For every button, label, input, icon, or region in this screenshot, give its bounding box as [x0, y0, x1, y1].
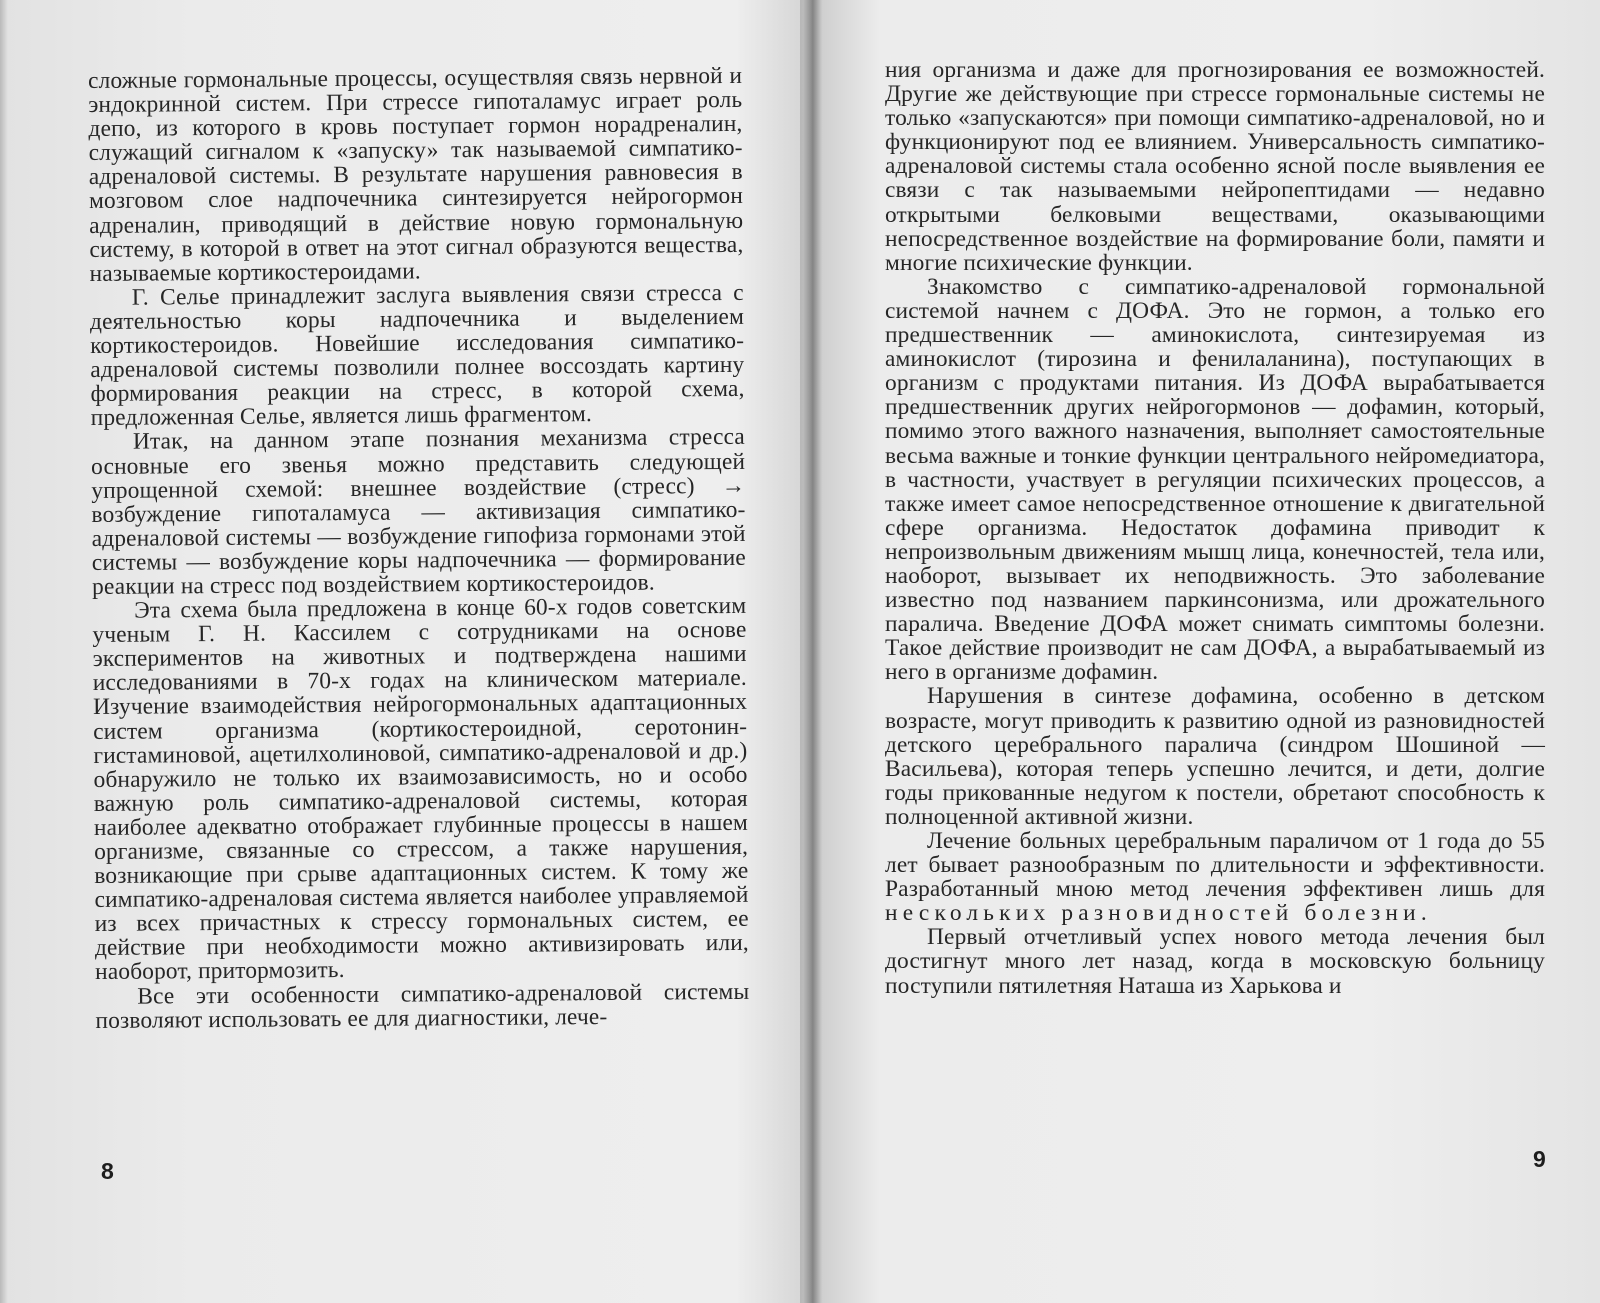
paragraph: Знакомство с симпатико-адреналовой гормональной системой начнем с ДОФА. Это не гормон, а только его предшественник — аминокислота, синтезируемая из аминокислот (тирозина и фенилаланина), поступающих в организм с продуктами питания. Из ДОФА вырабатывается предшественник других нейрогормонов — дофамин, который, помимо этого важного назначения, выполняет самостоятельные весьма важные и тонкие функции центрального нейромедиатора, в частности, участвует в регуляции психических процессов, а также имеет самое непосредственное отношение к двигательной сфере организма. Недостаток дофамина приводит к непроизвольным движениям мышц лица, конечностей, тела или, наоборот, вызывает их неподвижность. Это заболевание известно под названием паркинсонизма, или дрожательного паралича. Введение ДОФА может снимать симптомы болезни. Такое действие производит не сам ДОФА, а вырабатываемый из него в организме дофамин. — [885, 273, 1545, 686]
paragraph: ния организма и даже для прогнозирования ее возможностей. Другие же действующие при стрессе гормональные системы не только «запускаются» при помощи симпатико-адреналовой, но и функционируют под ее влиянием. Универсальность симпатико-адреналовой системы стала особенно ясной после выявления ее связи с так называемыми нейропептидами — недавно открытыми белковыми веществами, оказывающими непосредственное воздействие на формирование боли, памяти и многие психические функции. — [885, 57, 1545, 276]
left-page-text — [88, 64, 750, 1033]
paragraph: Первый отчетливый успех нового метода лечения был достигнут много лет назад, когда в московскую больницу поступили пятилетняя Наташа из Харькова и — [885, 924, 1545, 999]
page-number: 8 — [101, 1158, 114, 1184]
paragraph-lead: Лечение больных церебральным параличом от 1 года до 55 лет бывает разнообразным по длительности и эффективности. Разработанный мною метод лечения эффективен лишь для — [885, 828, 1545, 903]
page-number: 9 — [1533, 1146, 1546, 1172]
right-page-text — [885, 58, 1545, 998]
spaced-emphasis: нескольких разновидностей болезни — [885, 900, 1421, 927]
paragraph: Все эти особенности симпатико-адреналовой системы позволяют использовать ее для диагностики, лече- — [95, 978, 750, 1034]
paragraph: Г. Селье принадлежит заслуга выявления связи стресса с деятельностью коры надпочечника и выделением кортикостероидов. Новейшие исследования симпатико-адреналовой системы позволили полнее воссоздать картину формирования реакции на стресс, в которой схема, предложенная Селье, является лишь фрагментом. — [89, 279, 745, 432]
paragraph: сложные гормональные процессы, осуществляя связь нервной и эндокринной систем. При стрессе гипоталамус играет роль депо, из которого в кровь поступает гормон норадреналин, служащий сигналом к «запуску» так называемой симпатико-адреналовой системы. В результате нарушения равновесия в мозговом слое надпочечника синтезируется нейрогормон адреналин, приводящий в действие новую гормональную систему, в которой в ответ на этот сигнал образуются вещества, называемые кортикостероидами. — [87, 62, 744, 287]
paragraph: Эта схема была предложена в конце 60-х годов советским ученым Г. Н. Кассилем с сотрудниками на основе экспериментов на животных и подтверждена нашими исследованиями в 70-х годах на клиническом материале. Изучение взаимодействия нейрогормональных адаптационных систем организма (кортикостероидной, серотонин-гистаминовой, ацетилхолиновой, симпатико-адреналовой и др.) обнаружило не только их взаимозависимость, но и особо важную роль симпатико-адреналовой системы, которая наиболее адекватно отображает глубинные процессы в нашем организме, связанные со стрессом, а также нарушения, возникающие при срыве адаптационных систем. К тому же симпатико-адреналовая система является наиболее управляемой из всех причастных к стрессу гормональных систем, ее действие при необходимости можно активизировать или, наоборот, притормозить. — [92, 592, 749, 986]
treatment-paragraph — [885, 829, 1545, 925]
paragraph-tail: . — [1420, 900, 1427, 927]
paragraph: Нарушения в синтезе дофамина, особенно в детском возрасте, могут приводить к развитию одной из разновидностей детского церебрального паралича (синдром Шошиной — Васильева), которая теперь успешно лечится, и дети, долгие годы прикованные недугом к постели, обретают способность к полноценной активной жизни. — [885, 683, 1545, 830]
right-page — [810, 0, 1600, 1303]
paragraph: Итак, на данном этапе познания механизма стресса основные его звенья можно представить следующей упрощенной схемой: внешнее воздействие (стресс) → возбуждение гипоталамуса — активизация симпатико-адреналовой системы — возбуждение гипофиза гормонами этой системы — возбуждение коры надпочечника — формирование реакции на стресс под воздействием кортикостероидов. — [91, 424, 746, 600]
